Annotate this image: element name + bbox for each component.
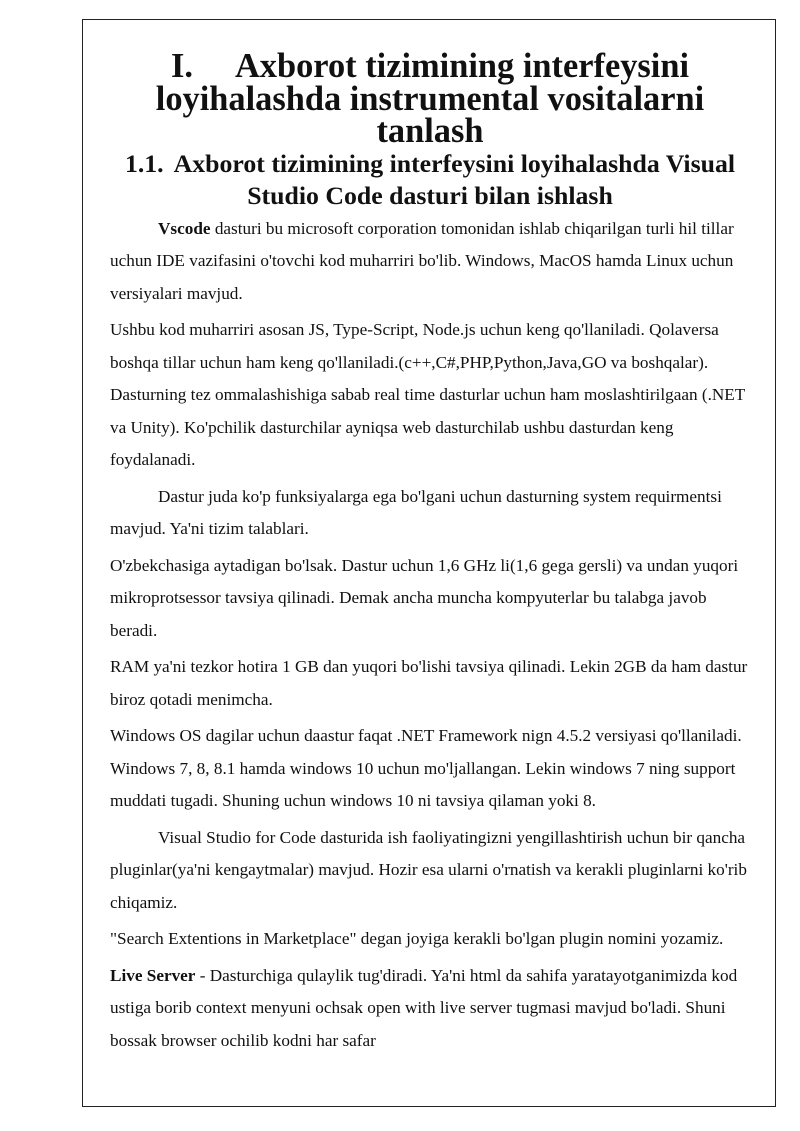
paragraph-vscode-intro: [110, 213, 750, 311]
paragraph-live-server: [110, 960, 750, 1058]
paragraph-text: "Search Extentions in Marketplace" degan joyiga kerakli bo'lgan plugin nomini yozamiz.: [110, 929, 724, 948]
chapter-number: I.: [170, 47, 193, 85]
paragraph-text: RAM ya'ni tezkor hotira 1 GB dan yuqori bo'lishi tavsiya qilinadi. Lekin 2GB da ham dastur biroz qotadi menimcha.: [110, 657, 748, 709]
paragraph-text: Visual Studio for Code dasturida ish faoliyatingizni yengillashtirish uchun bir qancha pluginlar(ya'ni kengaytmalar) mavjud. Hozir esa ularni o'rnatish va kerakli pluginlarni ko'rib chiqamiz.: [110, 827, 747, 912]
term-vscode: Vscode: [158, 218, 211, 238]
paragraph-ram: [110, 651, 750, 716]
paragraph-text: O'zbekchasiga aytadigan bo'lsak. Dastur uchun 1,6 GHz li(1,6 gega gersli) va undan yuqori mikroprotsessor tavsiya qilinadi. Demak ancha muncha kompyuterlar bu talabga javob beradi.: [110, 555, 739, 640]
paragraph-text: - Dasturchiga qulaylik tug'diradi. Ya'ni html da sahifa yaratayotganimizda kod ustiga borib context menyuni ochsak open with live server tugmasi mavjud bo'ladi. Shuni bossak browser ochilib kodni har safar: [110, 965, 738, 1050]
chapter-title: Axborot tizimining interfeysini loyihalashda instrumental vositalarni tanlash: [155, 47, 705, 150]
section-number: 1.1.: [124, 148, 164, 178]
paragraph-windows: [110, 720, 750, 818]
paragraph-plugins: [110, 822, 750, 920]
section-title: Axborot tizimining interfeysini loyihalashda Visual Studio Code dasturi bilan ishlash: [173, 148, 736, 210]
paragraph-cpu: [110, 550, 750, 648]
paragraph-search-extensions: [110, 923, 750, 956]
paragraph-text: Ushbu kod muharriri asosan JS, Type-Script, Node.js uchun keng qo'llaniladi. Qolaversa boshqa tillar uchun ham keng qo'llaniladi.(c++,C#,PHP,Python,Java,GO va boshqalar). Dasturning tez ommalashishiga sabab real time dasturlar uchun ham moslashtirilgaan (.NET va Unity). Ko'pchilik dasturchilar ayniqsa web dasturchilab ushbu dasturdan keng foydalanadi.: [110, 320, 745, 469]
section-heading: [110, 148, 750, 213]
paragraph-languages: [110, 314, 750, 477]
paragraph-requirements: [110, 481, 750, 546]
document-body: [110, 47, 750, 1061]
paragraph-text: Dastur juda ko'p funksiyalarga ega bo'lgani uchun dasturning system requirmentsi mavjud. Ya'ni tizim talablari.: [110, 486, 722, 538]
paragraph-text: dasturi bu microsoft corporation tomonidan ishlab chiqarilgan turli hil tillar uchun IDE vazifasini o'tovchi kod muharriri bo'lib. Windows, MacOS hamda Linux uchun versiyalari mavjud.: [110, 218, 734, 303]
paragraph-text: Windows OS dagilar uchun daastur faqat .NET Framework nign 4.5.2 versiyasi qo'llaniladi. Windows 7, 8, 8.1 hamda windows 10 uchun mo'ljallangan. Lekin windows 7 ning support muddati tugadi. Shuning uchun windows 10 ni tavsiya qilaman yoki 8.: [110, 726, 742, 810]
chapter-heading: [110, 47, 750, 150]
term-live-server: Live Server: [110, 965, 196, 985]
